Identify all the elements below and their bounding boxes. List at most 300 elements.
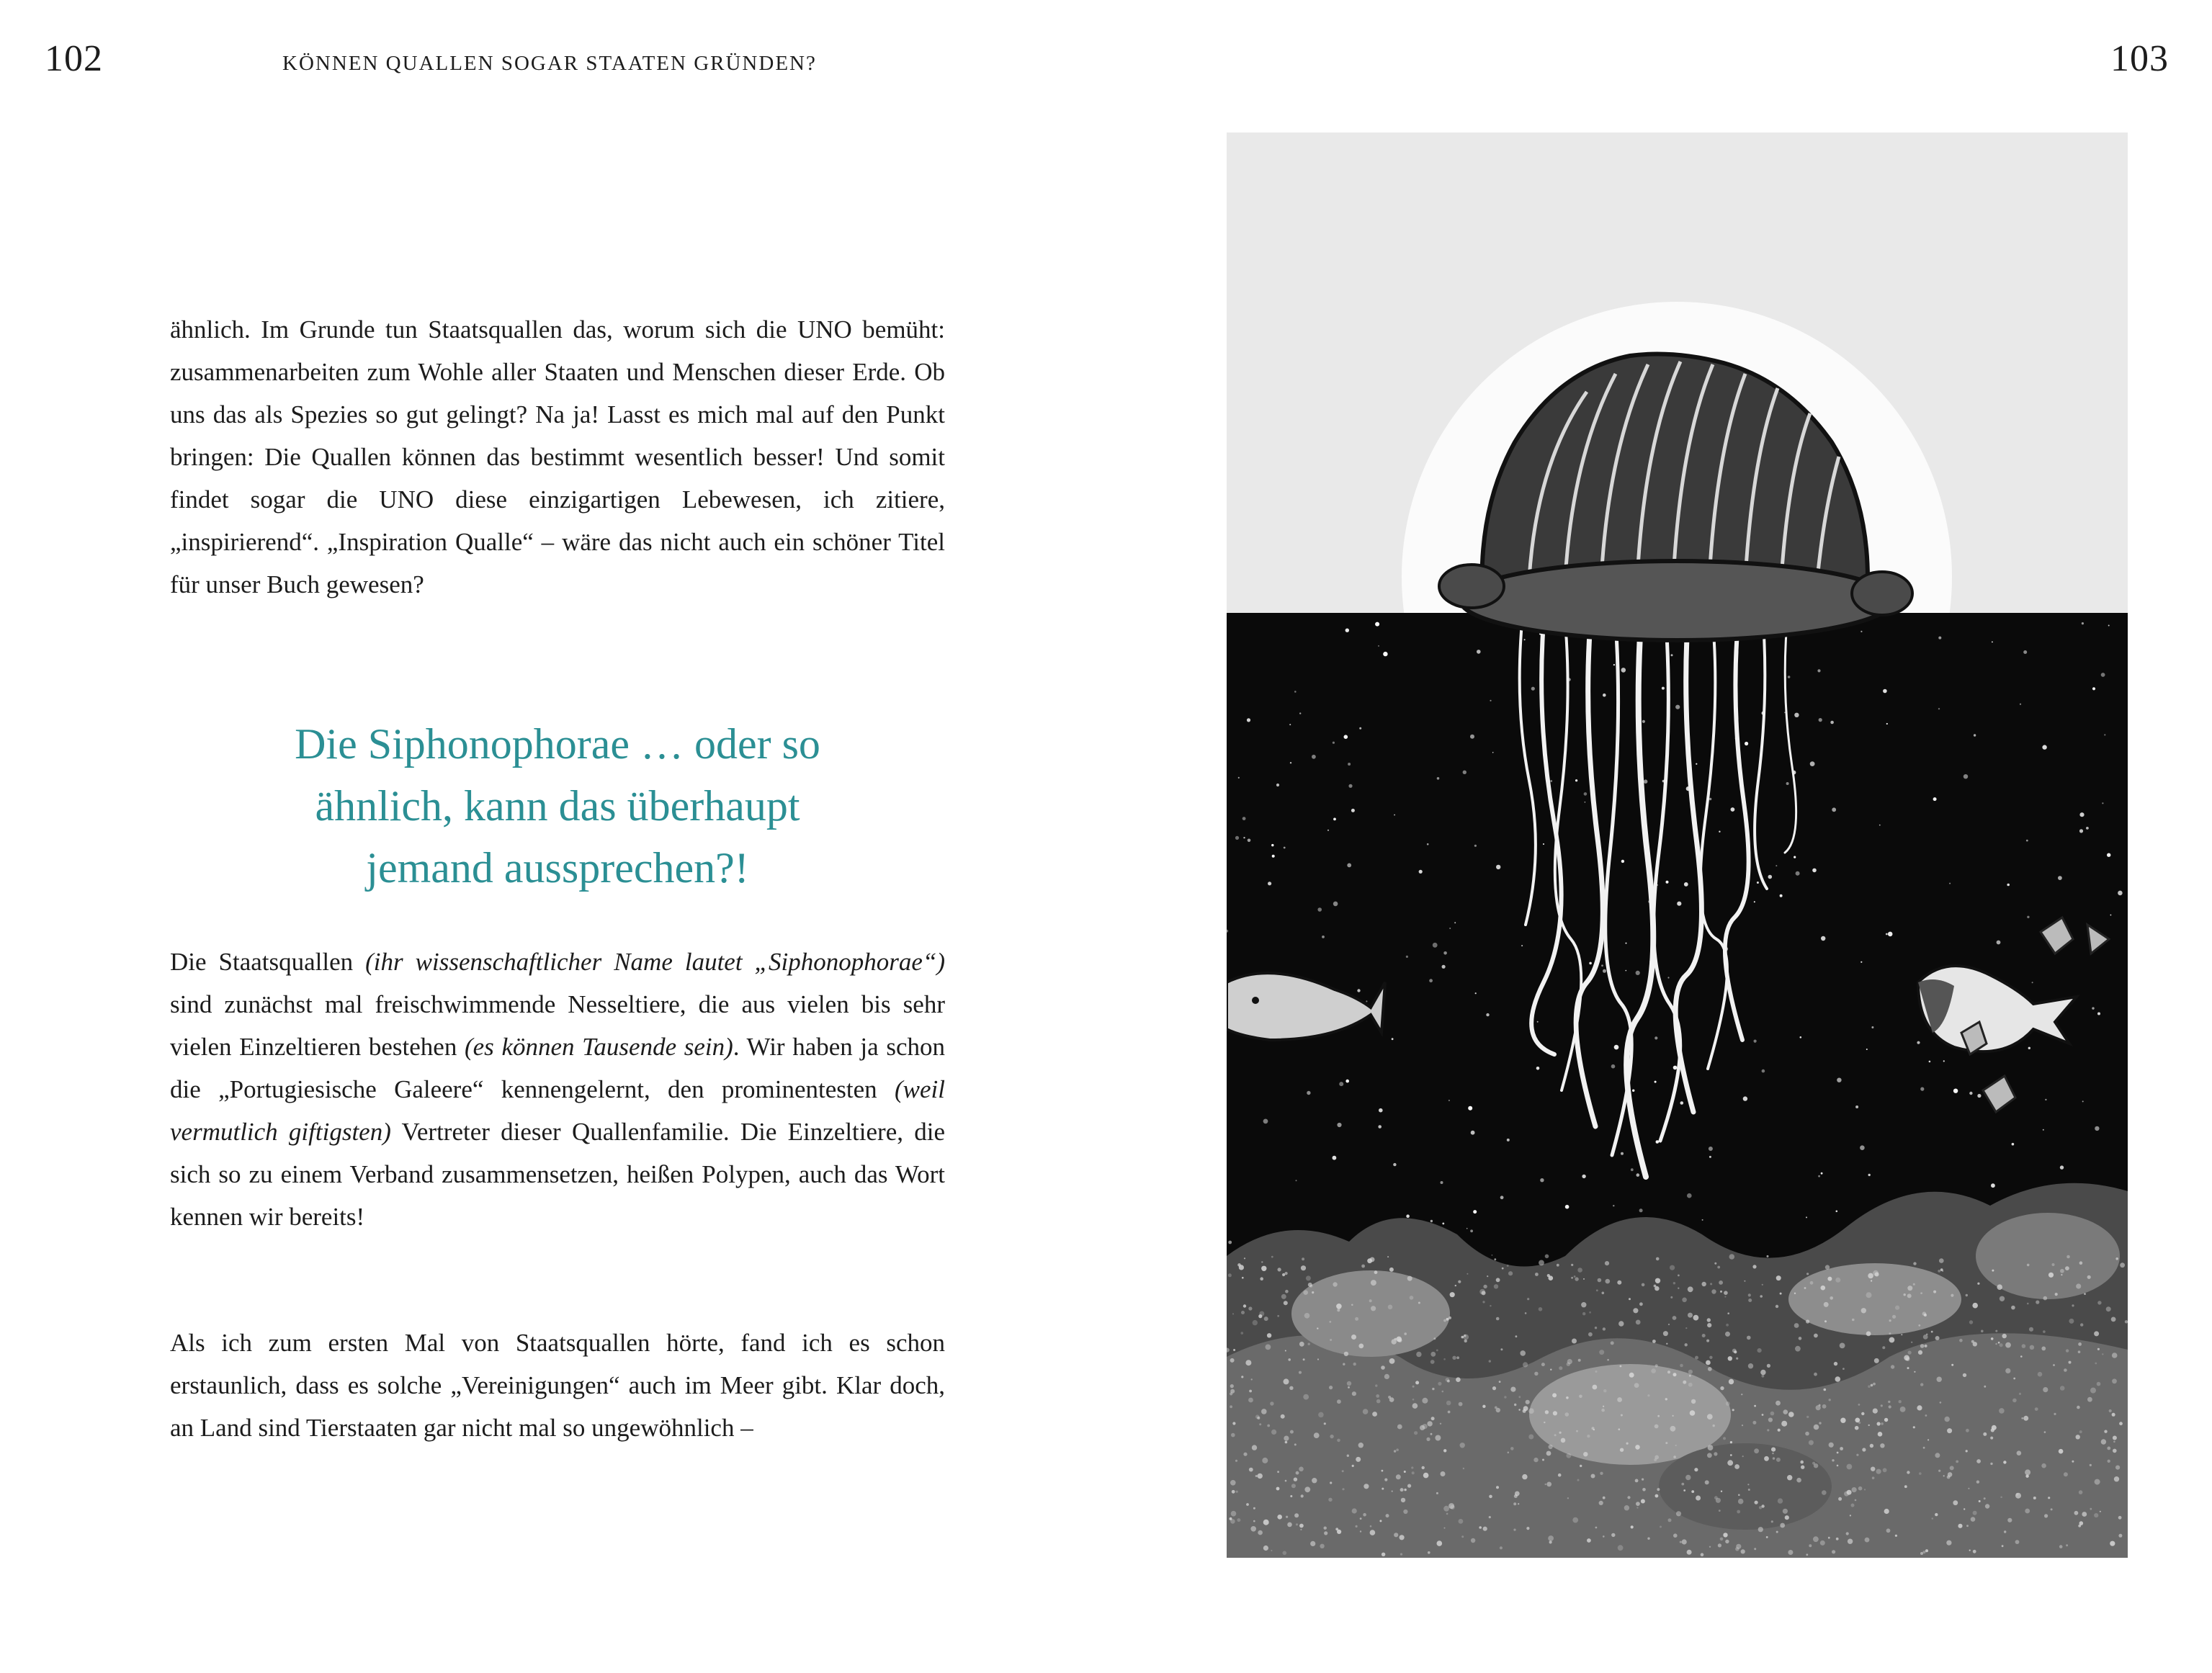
star — [1575, 779, 1577, 781]
star — [1687, 1193, 1692, 1198]
reef-speckle — [2110, 1541, 2115, 1546]
reef-speckle — [1895, 1306, 1899, 1310]
reef-speckle — [1908, 1351, 1912, 1355]
reef-speckle — [1682, 1539, 1687, 1544]
reef-speckle — [1248, 1398, 1253, 1403]
reef-speckle — [1281, 1414, 1285, 1419]
reef-speckle — [1596, 1289, 1598, 1291]
reef-speckle — [1348, 1386, 1350, 1389]
reef-speckle — [1675, 1445, 1677, 1446]
reef-speckle — [1306, 1275, 1311, 1280]
star — [1470, 735, 1474, 739]
reef-speckle — [1920, 1344, 1925, 1348]
reef-speckle — [1730, 1454, 1732, 1456]
reef-speckle — [1500, 1546, 1503, 1549]
reef-speckle — [1673, 1533, 1678, 1538]
star — [2118, 891, 2123, 896]
reef-speckle — [1636, 1502, 1640, 1506]
reef-speckle — [1303, 1394, 1309, 1400]
star — [1307, 1091, 1310, 1095]
reef-speckle — [1708, 1367, 1712, 1371]
reef-speckle — [1528, 1408, 1534, 1414]
reef-speckle — [1243, 1304, 1246, 1307]
reef-speckle — [2087, 1397, 2092, 1402]
reef-speckle — [2112, 1353, 2118, 1358]
reef-speckle — [1520, 1350, 1526, 1356]
reef-speckle — [1281, 1294, 1286, 1299]
reef-speckle — [2113, 1449, 2117, 1453]
reef-speckle — [1913, 1426, 1915, 1428]
reef-speckle — [1635, 1445, 1640, 1450]
reef-speckle — [1940, 1401, 1942, 1404]
reef-speckle — [1552, 1393, 1557, 1397]
star — [1536, 1067, 1540, 1070]
body-paragraph-2 — [170, 941, 945, 1238]
star — [2012, 1143, 2015, 1146]
star — [1378, 645, 1379, 647]
reef-speckle — [2118, 1534, 2122, 1538]
reef-speckle — [1862, 1448, 1866, 1451]
star — [1709, 798, 1711, 800]
star — [1977, 1094, 1981, 1098]
star — [1486, 1013, 1489, 1016]
reef-speckle — [1959, 1339, 1963, 1342]
reef-speckle — [1494, 1284, 1498, 1288]
reef-speckle — [1418, 1302, 1420, 1304]
star — [1540, 1178, 1544, 1182]
star — [1786, 782, 1789, 785]
reef-speckle — [1935, 1513, 1938, 1516]
star — [1507, 1139, 1510, 1142]
reef-speckle — [1691, 1490, 1694, 1493]
reef-speckle — [1832, 1459, 1834, 1461]
reef-speckle — [1288, 1358, 1291, 1361]
star — [2102, 802, 2103, 804]
reef-speckle — [1548, 1535, 1554, 1541]
star — [1392, 1038, 1394, 1040]
reef-speckle — [1629, 1373, 1634, 1378]
reef-speckle — [1716, 1498, 1721, 1503]
reef-speckle — [1837, 1465, 1839, 1467]
reef-speckle — [1371, 1306, 1376, 1311]
reef-speckle — [1714, 1452, 1717, 1456]
reef-speckle — [1917, 1405, 1922, 1410]
reef-speckle — [1762, 1375, 1765, 1378]
reef-speckle — [1881, 1404, 1883, 1407]
star — [1654, 1081, 1657, 1083]
reef-speckle — [1858, 1486, 1863, 1491]
reef-speckle — [2108, 1460, 2110, 1463]
reef-speckle — [1356, 1457, 1361, 1462]
reef-speckle — [1871, 1384, 1873, 1387]
reef-speckle — [1732, 1409, 1734, 1411]
reef-speckle — [1685, 1343, 1688, 1346]
reef-speckle — [1494, 1258, 1496, 1260]
reef-speckle — [1289, 1386, 1293, 1390]
star — [1636, 971, 1640, 975]
reef-speckle — [1593, 1429, 1595, 1430]
reef-speckle — [1320, 1544, 1324, 1548]
reef-speckle — [1741, 1549, 1745, 1553]
reef-speckle — [1352, 1465, 1354, 1467]
reef-speckle — [1379, 1520, 1382, 1522]
reef-speckle — [1977, 1283, 1979, 1285]
star — [2107, 853, 2110, 857]
star — [1677, 902, 1681, 906]
reef-speckle — [1940, 1268, 1943, 1271]
reef-speckle — [2076, 1435, 2080, 1439]
reef-speckle — [1794, 1293, 1796, 1294]
reef-speckle — [2043, 1296, 2048, 1301]
reef-speckle — [1719, 1510, 1721, 1512]
reef-speckle — [1814, 1334, 1818, 1338]
reef-speckle — [2078, 1342, 2082, 1346]
reef-speckle — [1611, 1341, 1614, 1345]
reef-speckle — [1394, 1338, 1397, 1340]
reef-speckle — [1709, 1546, 1711, 1548]
reef-speckle — [1230, 1405, 1232, 1408]
reef-speckle — [1717, 1266, 1720, 1269]
reef-speckle — [1720, 1291, 1722, 1293]
reef-speckle — [1665, 1442, 1667, 1444]
reef-speckle — [1549, 1445, 1553, 1449]
reef-speckle — [1557, 1264, 1559, 1267]
reef-speckle — [1618, 1321, 1624, 1326]
reef-speckle — [1443, 1506, 1449, 1512]
reef-speckle — [1822, 1404, 1827, 1409]
reef-speckle — [1533, 1458, 1538, 1462]
reef-speckle — [1464, 1340, 1467, 1342]
reef-speckle — [1872, 1476, 1875, 1479]
reef-speckle — [1258, 1314, 1262, 1318]
reef-speckle — [1577, 1268, 1582, 1273]
reef-speckle — [1913, 1283, 1915, 1286]
reef-speckle — [1270, 1401, 1273, 1405]
reef-speckle — [2106, 1306, 2111, 1311]
star — [1621, 668, 1626, 673]
reef-speckle — [1499, 1381, 1501, 1383]
reef-speckle — [1708, 1445, 1714, 1450]
reef-speckle — [1824, 1320, 1827, 1322]
star — [1537, 1021, 1539, 1023]
reef-speckle — [1925, 1345, 1927, 1347]
reef-speckle — [2003, 1461, 2006, 1463]
reef-speckle — [1754, 1448, 1759, 1453]
reef-speckle — [1673, 1373, 1677, 1376]
reef-speckle — [1968, 1488, 1969, 1489]
reef-speckle — [2078, 1350, 2081, 1353]
reef-speckle — [2082, 1512, 2087, 1517]
para2-italic-2: (es können Tausende sein) — [464, 1033, 733, 1061]
reef-speckle — [1914, 1371, 1915, 1373]
reef-speckle — [1683, 1489, 1685, 1492]
reef-speckle — [1398, 1338, 1402, 1342]
reef-speckle — [1580, 1465, 1582, 1467]
star — [1818, 1175, 1820, 1178]
reef-speckle — [1330, 1339, 1332, 1341]
reef-speckle — [1430, 1433, 1433, 1435]
reef-speckle — [1337, 1309, 1340, 1311]
star — [1344, 735, 1348, 739]
body-paragraph-3: Als ich zum ersten Mal von Staatsquallen hörte, fand ich es schon erstaunlich, dass es solche „Vereinigungen“ auch im Meer gibt. Klar doch, an Land sind Tierstaaten gar nicht mal so ungewöhnlich – — [170, 1329, 945, 1442]
reef-speckle — [1819, 1404, 1821, 1407]
reef-speckle — [2072, 1461, 2074, 1463]
reef-speckle — [1607, 1359, 1609, 1361]
reef-speckle — [1864, 1489, 1866, 1490]
star — [1271, 844, 1273, 846]
reef-speckle — [1673, 1282, 1675, 1284]
reef-speckle — [1920, 1383, 1923, 1386]
reef-speckle — [1665, 1398, 1667, 1400]
star — [1631, 1168, 1634, 1171]
reef-speckle — [1663, 1331, 1668, 1336]
reef-speckle — [1518, 1503, 1519, 1504]
reef-speckle — [1773, 1457, 1775, 1459]
star — [1242, 817, 1246, 820]
reef-speckle — [1549, 1540, 1552, 1543]
reef-speckle — [1571, 1264, 1573, 1266]
reef-speckle — [2097, 1382, 2101, 1386]
reef-speckle — [1261, 1266, 1266, 1271]
reef-speckle — [1541, 1363, 1545, 1366]
reef-speckle — [1589, 1311, 1591, 1314]
reef-speckle — [1752, 1265, 1756, 1268]
reef-speckle — [1873, 1383, 1876, 1386]
reef-speckle — [1518, 1396, 1521, 1398]
reef-speckle — [2114, 1476, 2119, 1481]
reef-speckle — [2059, 1449, 2064, 1454]
reef-speckle — [1958, 1524, 1962, 1528]
star — [1247, 718, 1250, 722]
reef-speckle — [1510, 1447, 1514, 1450]
star — [1656, 1140, 1660, 1144]
reef-speckle — [1482, 1301, 1485, 1303]
reef-speckle — [1441, 1471, 1446, 1476]
reef-speckle — [1603, 1389, 1606, 1392]
reef-speckle — [1285, 1441, 1288, 1444]
reef-speckle — [1776, 1401, 1781, 1406]
star — [1333, 818, 1336, 821]
reef-speckle — [1889, 1332, 1891, 1335]
star — [2045, 1099, 2046, 1100]
reef-speckle — [1701, 1553, 1704, 1556]
reef-speckle — [1337, 1439, 1340, 1443]
reef-speckle — [1527, 1298, 1529, 1300]
reef-speckle — [1991, 1337, 1994, 1340]
reef-speckle — [1283, 1551, 1287, 1556]
reef-speckle — [1299, 1342, 1304, 1347]
reef-speckle — [1253, 1520, 1255, 1522]
star — [2058, 876, 2062, 880]
star — [1492, 752, 1494, 753]
star — [1272, 855, 1275, 858]
reef-speckle — [1754, 1548, 1756, 1550]
reef-speckle — [1291, 1484, 1296, 1488]
reef-speckle — [1545, 1255, 1549, 1259]
star — [1433, 943, 1438, 948]
reef-speckle — [1747, 1484, 1749, 1485]
reef-speckle — [2044, 1431, 2046, 1433]
reef-speckle — [1985, 1504, 1989, 1508]
reef-speckle — [1629, 1298, 1631, 1300]
reef-speckle — [1927, 1439, 1929, 1440]
reef-speckle — [1436, 1492, 1438, 1494]
reef-speckle — [1412, 1386, 1415, 1388]
reef-speckle — [1682, 1298, 1687, 1303]
reef-speckle — [2066, 1349, 2069, 1352]
reef-speckle — [1546, 1451, 1551, 1456]
reef-speckle — [1244, 1257, 1245, 1259]
reef-speckle — [1526, 1527, 1529, 1530]
reef-speckle — [1995, 1330, 1997, 1332]
star — [1933, 797, 1937, 801]
reef-speckle — [1687, 1550, 1692, 1555]
reef-speckle — [1382, 1488, 1384, 1490]
reef-speckle — [1374, 1270, 1378, 1274]
jellyfish-illustration — [1227, 133, 2128, 1558]
reef-speckle — [1603, 1327, 1606, 1330]
star — [1639, 1208, 1643, 1212]
reef-speckle — [1360, 1530, 1361, 1532]
reef-speckle — [2023, 1416, 2028, 1421]
reef-speckle — [1760, 1295, 1763, 1298]
reef-speckle — [1246, 1503, 1249, 1506]
reef-speckle — [1603, 1406, 1604, 1407]
star — [1754, 901, 1755, 902]
reef-speckle — [2072, 1304, 2074, 1306]
reef-speckle — [1990, 1437, 1993, 1440]
page-number-left: 102 — [45, 38, 103, 79]
star — [1992, 642, 1993, 643]
reef-speckle — [1976, 1481, 1979, 1484]
reef-speckle — [2044, 1514, 2048, 1517]
reef-speckle — [1375, 1384, 1377, 1386]
reef-speckle — [1387, 1256, 1389, 1257]
reef-speckle — [1654, 1425, 1659, 1429]
star — [1467, 1228, 1468, 1229]
reef-speckle — [1611, 1533, 1615, 1537]
reef-speckle — [2048, 1273, 2054, 1278]
reef-speckle — [1239, 1265, 1244, 1270]
reef-speckle — [1636, 1320, 1641, 1325]
reef-speckle — [1780, 1523, 1785, 1528]
reef-speckle — [1770, 1412, 1775, 1416]
reef-speckle — [1577, 1479, 1580, 1481]
star — [2028, 1047, 2030, 1049]
star — [1243, 837, 1245, 838]
reef-speckle — [1889, 1337, 1895, 1343]
reef-speckle — [1431, 1417, 1435, 1420]
reef-speckle — [1250, 1526, 1256, 1532]
star — [2043, 1129, 2044, 1131]
reef-speckle — [1407, 1484, 1411, 1488]
reef-speckle — [1487, 1275, 1488, 1277]
reef-speckle — [1595, 1527, 1598, 1529]
reef-speckle — [1655, 1278, 1660, 1283]
reef-speckle — [1754, 1405, 1756, 1407]
reef-speckle — [2104, 1430, 2107, 1433]
reef-speckle — [1489, 1360, 1491, 1362]
reef-speckle — [1748, 1489, 1750, 1491]
reef-speckle — [1386, 1514, 1389, 1517]
star — [1429, 979, 1433, 982]
para2-italic-1: (ihr wissenschaftlicher Name lautet „Siphonophorae“) — [365, 948, 946, 976]
reef-speckle — [1939, 1258, 1944, 1263]
star — [1406, 956, 1408, 958]
reef-speckle — [1370, 1525, 1372, 1528]
reef-speckle — [1747, 1336, 1751, 1340]
reef-speckle — [1456, 1356, 1459, 1359]
reef-speckle — [1783, 1509, 1788, 1514]
reef-speckle — [1880, 1443, 1884, 1448]
reef-speckle — [1544, 1422, 1545, 1423]
reef-speckle — [1282, 1273, 1285, 1276]
reef-speckle — [1308, 1343, 1310, 1345]
reef-speckle — [2077, 1406, 2080, 1409]
reef-speckle — [1680, 1541, 1682, 1543]
star — [1684, 882, 1688, 887]
reef-speckle — [1236, 1491, 1238, 1493]
reef-speckle — [1266, 1345, 1271, 1350]
reef-speckle — [1358, 1344, 1364, 1349]
body-paragraph-1: ähnlich. Im Grunde tun Staatsquallen das, worum sich die UNO bemüht: zusammenarbeiten zum Wohle aller Staaten und Menschen dieser Erde. Ob uns das als Spezies so gut gelingt? Na ja! Lasst es mich mal auf den Punkt bringen: Die Quallen können das bestimmt wesentlich besser! Und somit findet sogar die UNO diese einzigartigen Lebewesen, ich zitiere, „inspirierend“. „Inspiration Qualle“ – wäre das nicht auch ein schöner Titel für unser Buch gewesen? — [170, 315, 945, 598]
reef-speckle — [1550, 1369, 1551, 1371]
reef-speckle — [1372, 1412, 1377, 1417]
reef-speckle — [1827, 1277, 1832, 1281]
reef-speckle — [1384, 1479, 1387, 1481]
reef-speckle — [1335, 1528, 1338, 1530]
reef-speckle — [1900, 1407, 1906, 1412]
reef-speckle — [1394, 1533, 1398, 1537]
star — [1296, 1180, 1297, 1181]
star — [1379, 1108, 1383, 1113]
reef-speckle — [1670, 1296, 1673, 1299]
reef-speckle — [1738, 1499, 1744, 1504]
star — [1477, 650, 1481, 654]
reef-speckle — [1410, 1296, 1414, 1300]
star — [1454, 922, 1456, 923]
reef-speckle — [1450, 1292, 1455, 1297]
reef-speckle — [1673, 1415, 1674, 1417]
reef-speckle — [1600, 1472, 1603, 1475]
reef-speckle — [1729, 1379, 1734, 1384]
reef-speckle — [1404, 1471, 1406, 1473]
reef-speckle — [1922, 1311, 1927, 1316]
reef-speckle — [1490, 1305, 1491, 1306]
reef-speckle — [1277, 1471, 1279, 1473]
star — [1754, 1040, 1757, 1043]
star — [1917, 1041, 1920, 1044]
star — [2082, 622, 2084, 624]
reef-speckle — [2090, 1388, 2096, 1394]
star — [1299, 712, 1301, 714]
reef-speckle — [1883, 1468, 1887, 1472]
reef-speckle — [1412, 1403, 1418, 1409]
reef-speckle — [1231, 1433, 1235, 1437]
reef-speckle — [1259, 1423, 1261, 1425]
reef-speckle — [1736, 1358, 1738, 1360]
reef-speckle — [1976, 1459, 1981, 1463]
reef-speckle — [1726, 1401, 1730, 1406]
reef-speckle — [1835, 1376, 1841, 1382]
reef-speckle — [1819, 1422, 1821, 1424]
reef-speckle — [1783, 1409, 1788, 1414]
reef-speckle — [1446, 1401, 1451, 1406]
reef-speckle — [2097, 1348, 2100, 1350]
star — [2095, 1126, 2099, 1131]
reef-speckle — [1920, 1552, 1923, 1555]
reef-speckle — [1598, 1278, 1602, 1283]
